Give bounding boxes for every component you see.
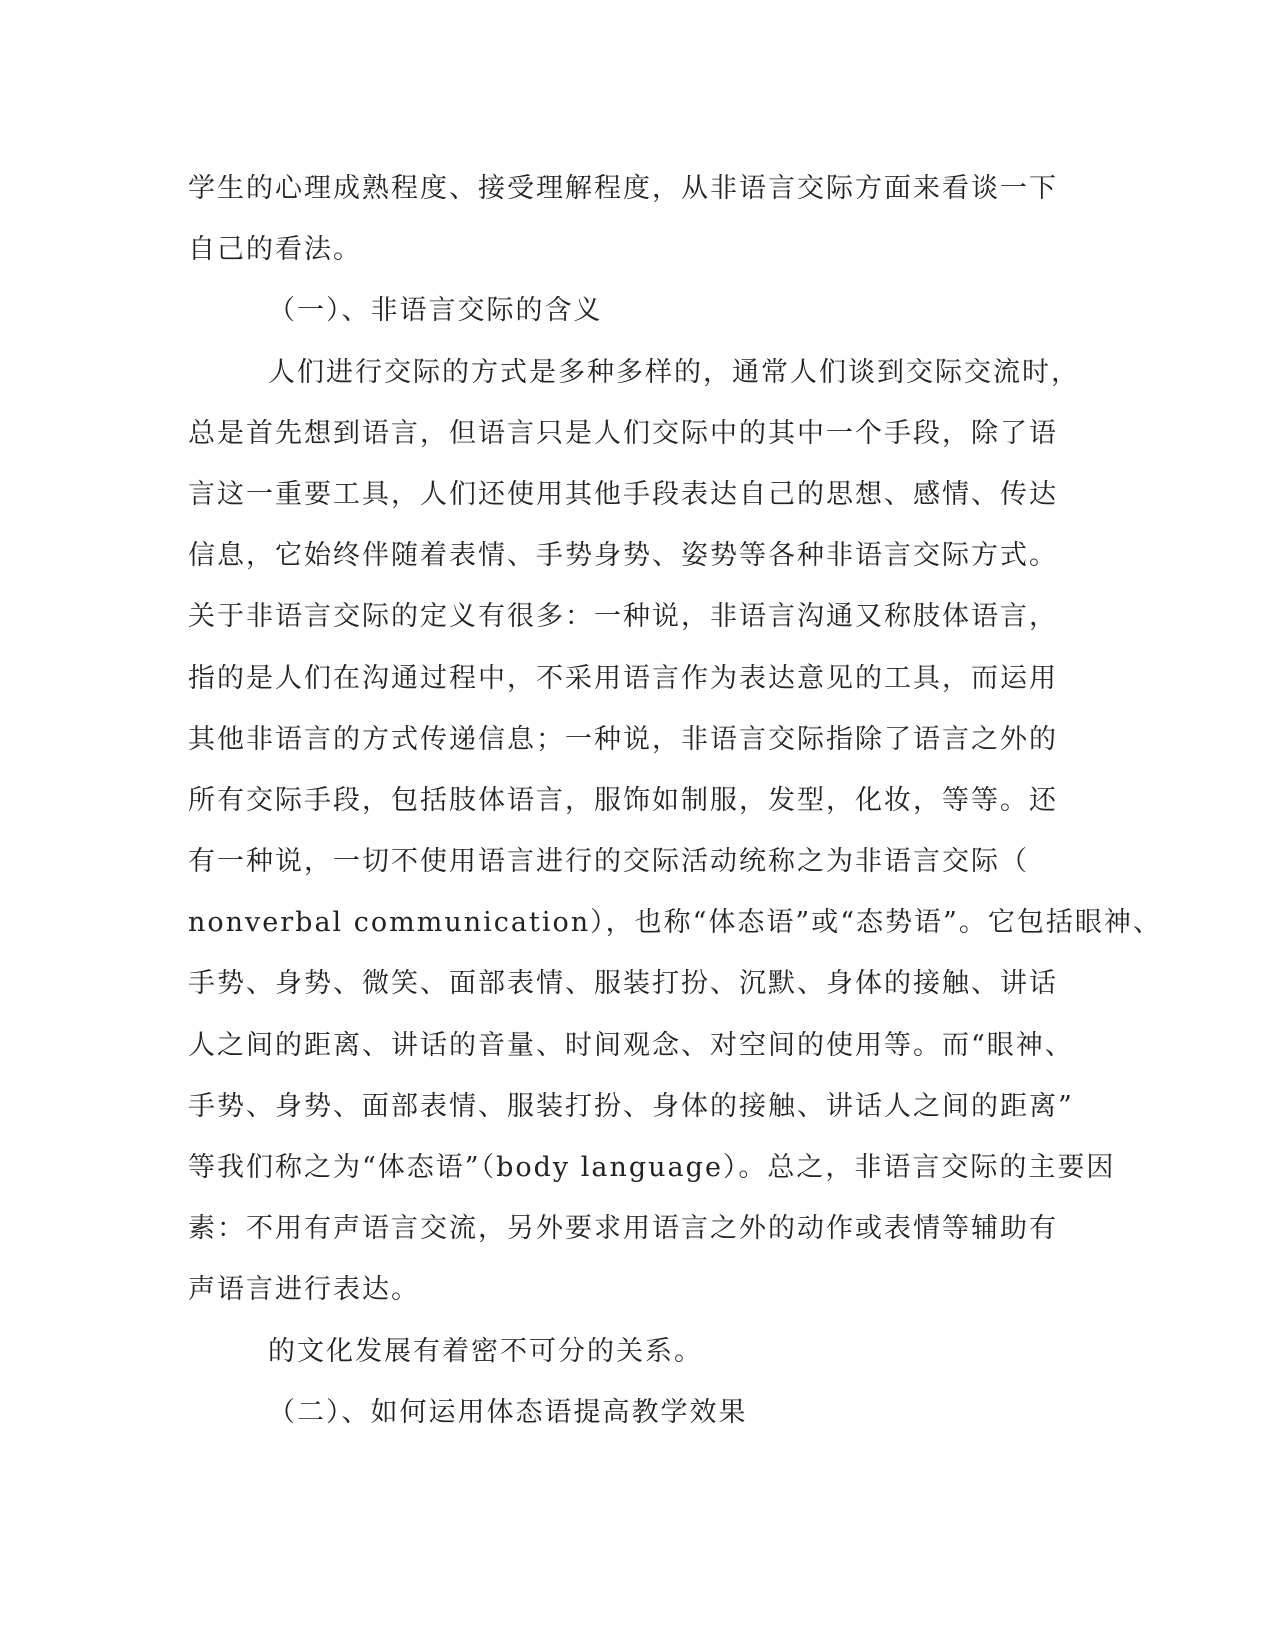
text-line: 手势、身势、微笑、面部表情、服装打扮、沉默、身体的接触、讲话: [188, 968, 1058, 1000]
section-heading-1: （一）、非语言交际的含义: [268, 295, 603, 327]
text-line: nonverbal communication），也称“体态语”或“态势语”。它包括眼神、: [188, 907, 1162, 939]
text-line: 手势、身势、面部表情、服装打扮、身体的接触、讲话人之间的距离”: [188, 1090, 1074, 1122]
text-line: 人之间的距离、讲话的音量、时间观念、对空间的使用等。而“眼神、: [188, 1029, 1074, 1061]
text-line: 声语言进行表达。: [188, 1274, 420, 1306]
text-line: 指的是人们在沟通过程中，不采用语言作为表达意见的工具，而运用: [188, 662, 1058, 694]
paragraph-start: 人们进行交际的方式是多种多样的，通常人们谈到交际交流时，: [268, 356, 1080, 388]
text-line: 有一种说，一切不使用语言进行的交际活动统称之为非语言交际（: [188, 846, 1029, 878]
text-line: 学生的心理成熟程度、接受理解程度，从非语言交际方面来看谈一下: [188, 173, 1058, 204]
section-heading-2: （二）、如何运用体态语提高教学效果: [268, 1396, 748, 1428]
text-line: 总是首先想到语言，但语言只是人们交际中的其中一个手段，除了语: [188, 417, 1058, 449]
text-line: 其他非语言的方式传递信息；一种说，非语言交际指除了语言之外的: [188, 723, 1058, 755]
document-body: [188, 158, 1162, 1443]
text-line: 言这一重要工具，人们还使用其他手段表达自己的思想、感情、传达: [188, 478, 1058, 510]
text-line: 自己的看法。: [188, 234, 362, 266]
text-line: 信息，它始终伴随着表情、手势身势、姿势等各种非语言交际方式。: [188, 540, 1058, 572]
text-line: 关于非语言交际的定义有很多：一种说，非语言沟通又称肢体语言，: [188, 601, 1058, 633]
paragraph-start: 的文化发展有着密不可分的关系。: [268, 1335, 703, 1367]
text-line: 等我们称之为“体态语”（body language）。总之，非语言交际的主要因: [188, 1152, 1116, 1183]
text-line: 所有交际手段，包括肢体语言，服饰如制服，发型，化妆，等等。还: [188, 784, 1058, 816]
text-line: 素：不用有声语言交流，另外要求用语言之外的动作或表情等辅助有: [188, 1213, 1058, 1245]
